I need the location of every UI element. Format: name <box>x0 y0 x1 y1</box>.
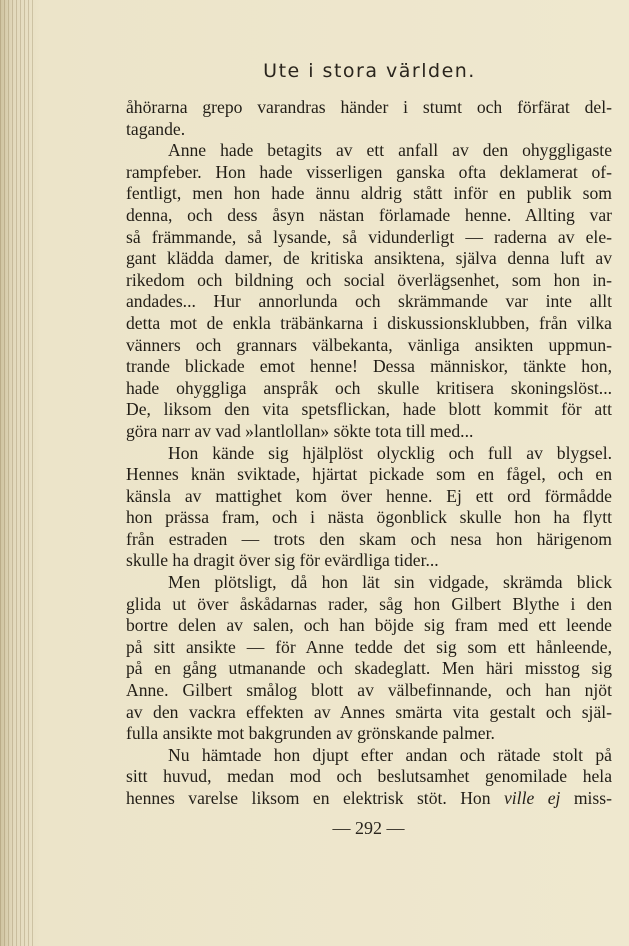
text-line: detta mot de enkla träbänkarna i diskussionsklubben, från vilka <box>126 312 612 333</box>
text-line: Nu hämtade hon djupt efter andan och rätade stolt på <box>168 744 612 765</box>
text-line: De, liksom den vita spetsflickan, hade blott kommit för att <box>126 399 612 420</box>
text-line: fentligt, men hon hade ännu aldrig stått inför en publik som <box>126 183 612 204</box>
text-line: hon prässa fram, och i nästa ögonblick skulle hon ha flytt <box>126 507 612 528</box>
text-line <box>126 788 612 810</box>
text-line: av den vackra effekten av Annes smärta vita gestalt och själ- <box>126 701 612 722</box>
text-line: glida ut över åskådarnas rader, såg hon Gilbert Blythe i den <box>126 593 612 614</box>
text-line: skulle ha dragit över sig för evärdliga tider... <box>126 550 439 571</box>
text-line: tagande. <box>126 118 186 139</box>
text-line: sitt huvud, medan mod och beslutsamhet genomilade hela <box>126 766 612 787</box>
text-line: hade ohyggliga anspråk och skulle kritisera skoningslöst... <box>126 377 612 398</box>
page-edge-stack <box>0 0 34 946</box>
text-line: Men plötsligt, då hon lät sin vidgade, skrämda blick <box>168 572 612 593</box>
text-line: denna, och dess åsyn nästan förlamade henne. Allting var <box>126 204 612 225</box>
page-number: — 292 — <box>332 818 405 838</box>
body-text <box>126 97 612 810</box>
text-line: bortre delen av salen, och han böjde sig fram med ett leende <box>126 615 612 636</box>
text-line: Anne. Gilbert smålog blott av välbefinnande, och han njöt <box>126 680 612 701</box>
text-line: så främmande, så lysande, så vidunderligt — raderna av ele- <box>126 226 612 247</box>
text-line: vänners och grannars välbekanta, vänliga ansikten uppmun- <box>126 334 612 355</box>
text-segment: miss- <box>573 788 612 808</box>
text-line: på en gång utmanande och skadeglatt. Men häri misstog sig <box>126 658 612 679</box>
text-segment: hennes varelse liksom en elektrisk stöt. Hon <box>126 788 491 808</box>
text-line: åhörarna grepo varandras händer i stumt och förfärat del- <box>126 97 612 117</box>
text-line: känsla av mattighet kom över henne. Ej ett ord förmådde <box>126 485 612 506</box>
text-line: andades... Hur annorlunda och skrämmande var inte allt <box>126 291 612 312</box>
text-line: Hennes knän sviktade, hjärtat pickade som en fågel, och en <box>126 464 612 485</box>
text-line: rikedom och bildning och social överlägsenhet, som hon in- <box>126 269 612 290</box>
running-head: Ute i stora världen. <box>263 60 476 82</box>
text-line: trande blickade emot henne! Dessa människor, tänkte hon, <box>126 356 612 377</box>
text-line: Anne hade betagits av ett anfall av den ohyggligaste <box>168 140 612 161</box>
text-line: Hon kände sig hjälplöst olycklig och full av blygsel. <box>168 442 612 463</box>
text-line: från estraden — trots den skam och nesa hon härigenom <box>126 528 612 549</box>
text-line: rampfeber. Hon hade visserligen ganska ofta deklamerat of- <box>126 161 612 182</box>
text-line: fulla ansikte mot bakgrunden av grönskande palmer. <box>126 723 495 744</box>
text-line: på sitt ansikte — för Anne tedde det sig som ett hånleende, <box>126 636 612 657</box>
text-line: gant klädda damer, de kritiska ansiktena, själva denna luft av <box>126 248 612 269</box>
text-line: göra narr av vad »lantlollan» sökte tota till med... <box>126 420 474 441</box>
italic-segment: ville ej <box>503 788 561 808</box>
